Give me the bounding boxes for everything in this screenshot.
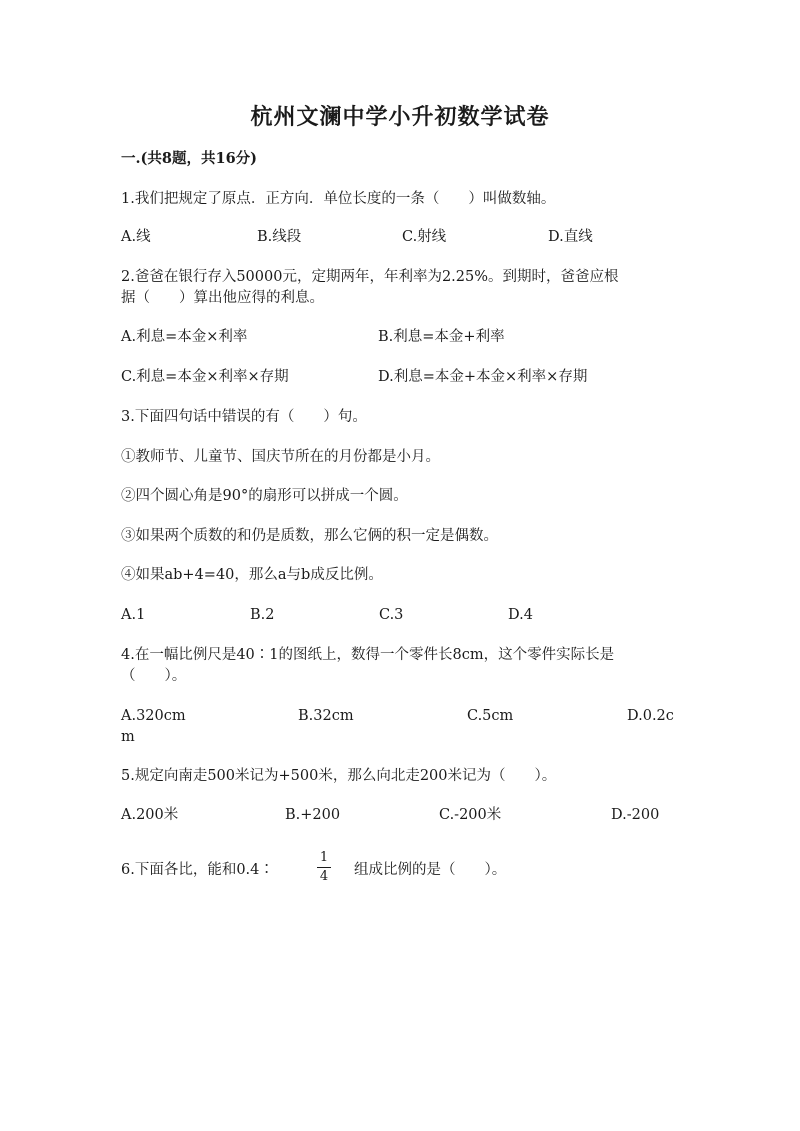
question-4-option-b: B.32cm xyxy=(298,708,354,724)
fraction-bar xyxy=(317,867,331,868)
question-1-stem: 1.我们把规定了原点．正方向．单位长度的一条（ ）叫做数轴。 xyxy=(121,191,556,207)
question-3-statement-4: ④如果ab+4=40，那么a与b成反比例。 xyxy=(121,567,383,583)
question-1-option-d: D.直线 xyxy=(548,229,593,245)
question-2-option-d: D.利息=本金+本金×利率×存期 xyxy=(378,369,588,385)
question-3-option-a: A.1 xyxy=(121,607,146,623)
question-3-statement-3: ③如果两个质数的和仍是质数，那么它俩的积一定是偶数。 xyxy=(121,528,498,544)
question-6-stem-before: 6.下面各比，能和0.4∶ xyxy=(121,862,274,878)
fraction-denominator: 4 xyxy=(319,869,329,884)
question-1-option-a: A.线 xyxy=(121,229,151,245)
question-4-option-d: D.0.2c xyxy=(627,708,674,724)
question-5-stem: 5.规定向南走500米记为+500米，那么向北走200米记为（ ）。 xyxy=(121,768,557,784)
question-6-fraction xyxy=(314,851,334,884)
question-5-option-c: C.-200米 xyxy=(439,807,502,823)
question-5-option-a: A.200米 xyxy=(121,807,179,823)
question-3-stem: 3.下面四句话中错误的有（ ）句。 xyxy=(121,409,367,425)
question-3-option-c: C.3 xyxy=(379,607,404,623)
question-4-option-d-wrap: m xyxy=(121,729,135,745)
question-6-stem-after: 组成比例的是（ ）。 xyxy=(354,862,507,878)
question-2-stem-line-2: 据（ ）算出他应得的利息。 xyxy=(121,290,324,306)
question-3-option-d: D.4 xyxy=(508,607,533,623)
question-4-option-a: A.320cm xyxy=(121,708,186,724)
question-4-stem-line-2: （ ）。 xyxy=(121,668,187,684)
question-5-option-d: D.-200 xyxy=(611,807,660,823)
question-2-option-c: C.利息=本金×利率×存期 xyxy=(121,369,289,385)
question-1-option-c: C.射线 xyxy=(402,229,447,245)
question-5-option-b: B.+200 xyxy=(285,807,341,823)
page-title: 杭州文澜中学小升初数学试卷 xyxy=(250,104,550,130)
question-2-option-a: A.利息=本金×利率 xyxy=(121,329,248,345)
section-heading: 一.(共8题，共16分) xyxy=(121,150,258,167)
question-3-statement-2: ②四个圆心角是90°的扇形可以拼成一个圆。 xyxy=(121,488,408,504)
question-2-stem-line-1: 2.爸爸在银行存入50000元，定期两年，年利率为2.25%。到期时，爸爸应根 xyxy=(121,269,619,285)
fraction-numerator: 1 xyxy=(319,850,329,865)
question-2-option-b: B.利息=本金+利率 xyxy=(378,329,505,345)
question-4-stem-line-1: 4.在一幅比例尺是40∶1的图纸上，数得一个零件长8cm，这个零件实际长是 xyxy=(121,647,615,663)
question-3-statement-1: ①教师节、儿童节、国庆节所在的月份都是小月。 xyxy=(121,449,440,465)
question-3-option-b: B.2 xyxy=(250,607,275,623)
question-1-option-b: B.线段 xyxy=(257,229,302,245)
question-4-option-c: C.5cm xyxy=(467,708,514,724)
